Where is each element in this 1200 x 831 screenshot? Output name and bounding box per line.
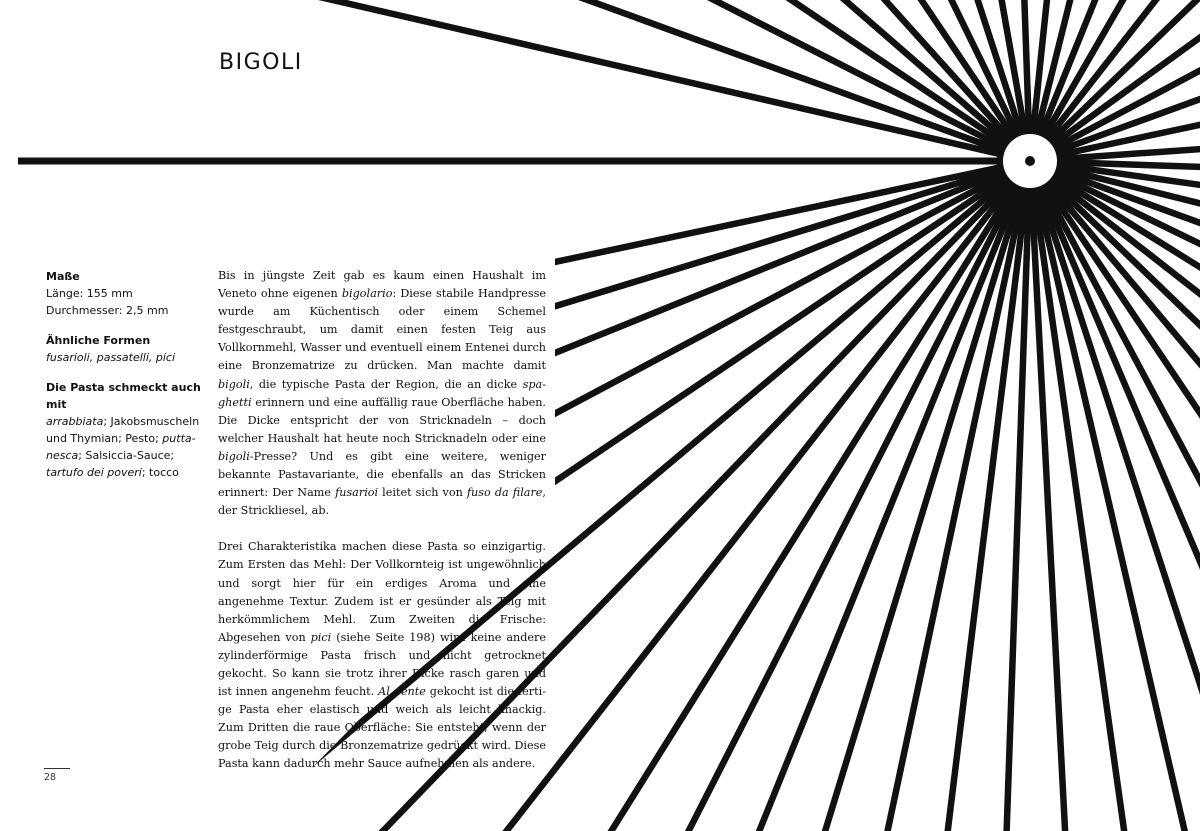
body-text xyxy=(218,267,546,792)
ray-mask-corner xyxy=(0,0,90,161)
italic-run: Al dente xyxy=(378,685,426,699)
paragraph-2 xyxy=(218,538,546,773)
pairing-italic: puttanesca xyxy=(46,432,196,462)
pairing-italic: tartufo dei poveri xyxy=(46,466,142,479)
text-run: leitet sich von xyxy=(378,486,467,500)
italic-run: bigoli xyxy=(218,449,250,463)
pairing-text: ; Jakobsmuscheln und Thymian; Pesto; xyxy=(46,415,200,445)
pairings-list xyxy=(46,413,206,481)
diameter-value: Durchmesser: 2,5 mm xyxy=(46,304,169,317)
page-number-rule xyxy=(44,768,70,769)
text-run: , der Strickliesel, ab. xyxy=(218,486,546,518)
dimensions-section xyxy=(46,268,206,319)
text-run: Drei Charakteristika machen diese Pasta so einzigartig. Zum Ersten das Mehl: Der Vollkornteig ist ungewöhnlich und sorgt hier für ein erdiges Aroma und eine angenehme Textur. Zudem ist er gesünder als Teig mit herkömmlichem Mehl. Zum Zweiten die Frische: Abgesehen von xyxy=(218,540,546,644)
text-run: erinnern und eine auffällig raue Oberfläche haben. Die Dicke entspricht der von Stricknadeln – doch welcher Haushalt hat heute noch Stricknadeln oder eine xyxy=(218,395,546,445)
text-run: -Presse? Und es gibt eine weitere, weniger bekannte Pastavariante, die ebenfalls an das Stricken erinnert: Der Name xyxy=(218,449,546,500)
italic-run: fusarioi xyxy=(335,486,379,500)
similar-shapes-list: fusarioli, passatelli, pici xyxy=(46,351,176,364)
pairing-italic: arrabbiata xyxy=(46,415,104,428)
italic-run: fuso da filare xyxy=(466,486,543,500)
text-run: Bis in jüngste Zeit gab es kaum einen Haushalt im Veneto ohne eigenen xyxy=(218,269,546,301)
pairing-text: ; tocco xyxy=(141,466,179,479)
pairings-heading: Die Pasta schmeckt auch mit xyxy=(46,381,201,411)
pairing-text: ; Salsiccia-Sauce; xyxy=(78,449,175,462)
pairings-section xyxy=(46,379,206,481)
italic-run: bigoli xyxy=(218,377,250,391)
italic-run: spaghetti xyxy=(218,377,546,409)
italic-run: pici xyxy=(310,630,332,644)
text-run: (siehe Seite 198) wird keine andere zylinderförmige Pasta frisch und nicht getrocknet gekocht. So kann sie trotz ihrer Dicke rasch garen und ist innen angenehm feucht. xyxy=(218,630,547,699)
text-run: gekocht ist die fertige Pasta eher elastisch und weich als leicht knackig. Zum Dritten die raue Oberfläche: Sie entsteht, wenn der grobe Teig durch die Bronzematrize gedrückt wird. Diese Pasta kann dadurch mehr Sauce aufnehmen als andere. xyxy=(218,685,546,771)
page-title: BIGOLI xyxy=(219,50,303,75)
sunburst-ray xyxy=(135,0,1030,161)
length-value: Länge: 155 mm xyxy=(46,287,133,300)
similar-shapes-heading: Ähnliche Formen xyxy=(46,334,151,347)
text-run: , die typische Pasta der Region, die an dicke xyxy=(249,377,523,391)
sidebar-facts xyxy=(46,268,206,494)
text-run: : Diese stabile Handpresse wurde am Küchentisch oder einem Schemel festgeschraubt, um damit einen festen Teig aus Vollkornmehl, Wasser und eventuell einem Entenei durch eine Bronzematrize zu drücken. Man machte damit xyxy=(218,287,546,373)
hub-center-dot xyxy=(1025,156,1035,166)
paragraph-1 xyxy=(218,267,546,520)
italic-run: bigolario xyxy=(341,287,393,301)
dimensions-heading: Maße xyxy=(46,270,80,283)
similar-shapes-section xyxy=(46,332,206,366)
page-number: 28 xyxy=(44,772,57,783)
